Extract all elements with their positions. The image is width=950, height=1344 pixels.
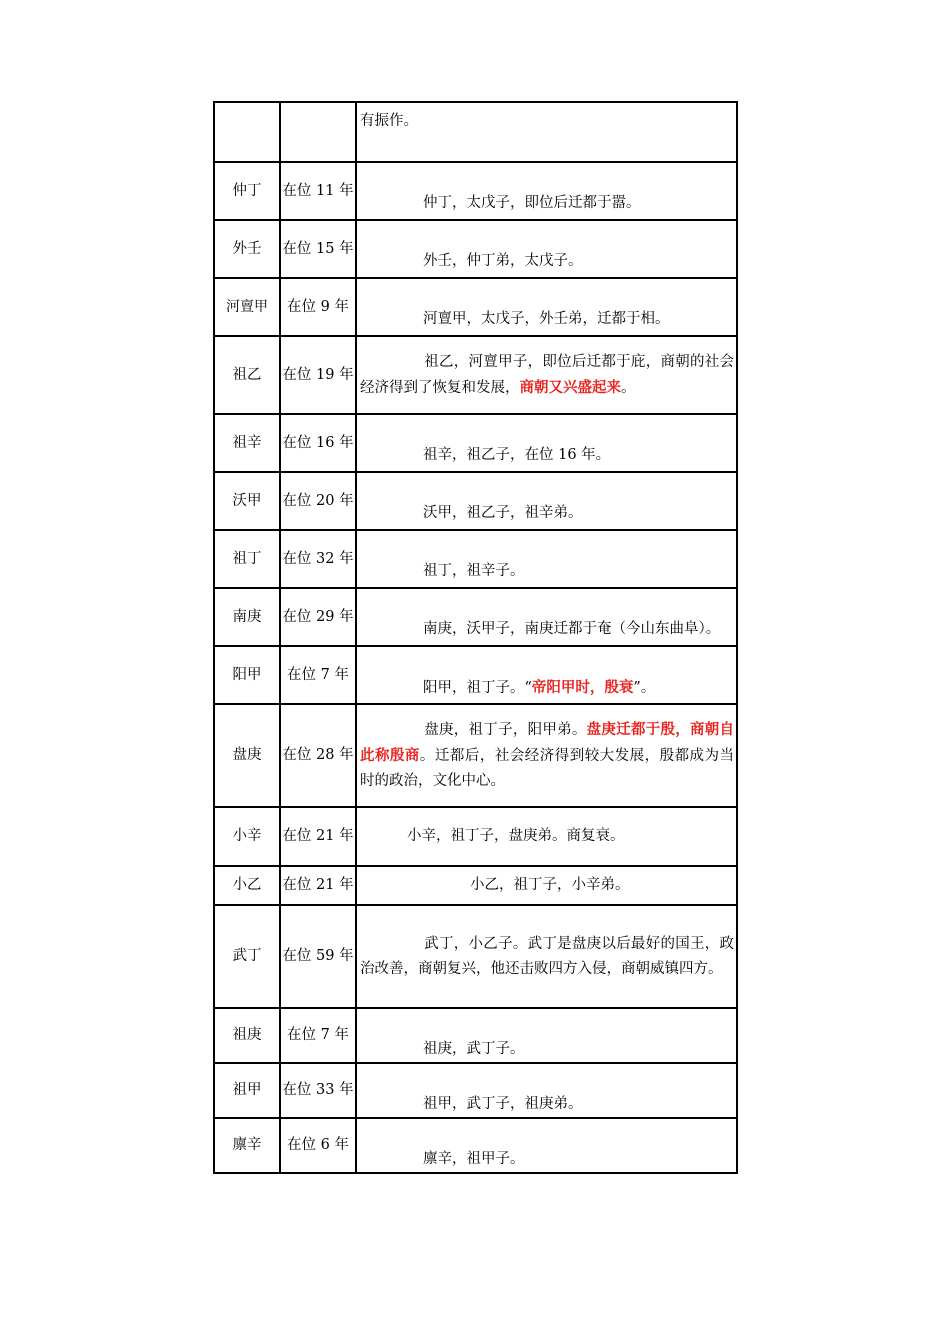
- description-text: [357, 1119, 736, 1172]
- table-row: [214, 336, 737, 414]
- table-row: [214, 588, 737, 646]
- table-row: [214, 220, 737, 278]
- description-cell: [356, 530, 737, 588]
- table-row: [214, 704, 737, 807]
- description-cell: [356, 1008, 737, 1063]
- king-name-cell: 外壬: [214, 220, 280, 278]
- reign-length-cell: 在位 28 年: [280, 704, 356, 807]
- description-text: [357, 279, 736, 332]
- description-text: [357, 873, 736, 898]
- king-name-cell: 祖乙: [214, 336, 280, 414]
- table-row: [214, 530, 737, 588]
- reign-length-cell: 在位 19 年: [280, 336, 356, 414]
- text-run: 武丁，小乙子。武丁是盘庚以后最好的国王，政治改善，商朝复兴，他还击败四方入侵，商朝威镇四方。: [360, 935, 734, 977]
- description-cell: [356, 472, 737, 530]
- king-name-cell: 小乙: [214, 866, 280, 905]
- text-run: 阳甲，祖丁子。“: [423, 680, 532, 696]
- shang-kings-table: [213, 101, 738, 1174]
- text-run: 有振作。: [360, 113, 418, 129]
- text-run: 。: [621, 379, 636, 396]
- description-cell: [356, 588, 737, 646]
- text-run: 小辛，祖丁子，盘庚弟。商复衰。: [407, 828, 625, 844]
- reign-length-cell: 在位 16 年: [280, 414, 356, 472]
- description-cell: [356, 866, 737, 905]
- highlighted-text: 商朝又兴盛起来: [519, 378, 621, 396]
- table-row: [214, 807, 737, 866]
- king-name-cell: 盘庚: [214, 704, 280, 807]
- king-name-cell: 河亶甲: [214, 278, 280, 336]
- king-name-cell: 祖庚: [214, 1008, 280, 1063]
- description-text: [357, 531, 736, 584]
- text-run: 廪辛，祖甲子。: [423, 1151, 525, 1167]
- table-row: [214, 1008, 737, 1063]
- king-name-cell: 沃甲: [214, 472, 280, 530]
- text-run: 。迁都后，社会经济得到较大发展，殷都成为当时的政治，文化中心。: [360, 748, 735, 789]
- table-row: [214, 414, 737, 472]
- highlighted-text: 盘庚迁都于殷，商朝自此称殷商: [360, 721, 735, 764]
- description-text: [357, 932, 736, 982]
- text-run: 外壬，仲丁弟，太戊子。: [423, 253, 583, 269]
- table-row: [214, 1063, 737, 1118]
- text-run: 祖辛，祖乙子，在位 16 年。: [423, 447, 611, 463]
- king-name-cell: 祖辛: [214, 414, 280, 472]
- king-name-cell: 南庚: [214, 588, 280, 646]
- description-cell: [356, 278, 737, 336]
- description-cell: [356, 336, 737, 414]
- description-cell: [356, 1118, 737, 1173]
- text-run: 祖甲，武丁子，祖庚弟。: [423, 1096, 583, 1112]
- text-run: 祖乙，河亶甲子，即位后迁都于庇，商朝的社会经济得到了恢复和发展，: [360, 353, 734, 396]
- table-row: [214, 278, 737, 336]
- king-name-cell: 祖甲: [214, 1063, 280, 1118]
- reign-length-cell: 在位 32 年: [280, 530, 356, 588]
- description-text: [357, 589, 736, 642]
- table-row: [214, 162, 737, 220]
- king-name-cell: 阳甲: [214, 646, 280, 704]
- reign-length-cell: 在位 15 年: [280, 220, 356, 278]
- king-name-cell: 廪辛: [214, 1118, 280, 1173]
- king-name-cell: 仲丁: [214, 162, 280, 220]
- description-text: [357, 350, 736, 401]
- table-body: [214, 102, 737, 1173]
- reign-length-cell: 在位 33 年: [280, 1063, 356, 1118]
- description-text: [357, 473, 736, 526]
- description-text: [357, 221, 736, 274]
- table-row: [214, 472, 737, 530]
- description-cell: [356, 162, 737, 220]
- table-row: [214, 1118, 737, 1173]
- description-cell: [356, 807, 737, 866]
- reign-length-cell: 在位 9 年: [280, 278, 356, 336]
- description-text: [357, 103, 736, 134]
- table-row: [214, 905, 737, 1008]
- text-run: 小乙，祖丁子，小辛弟。: [470, 877, 630, 893]
- description-text: [357, 1009, 736, 1062]
- reign-length-cell: 在位 20 年: [280, 472, 356, 530]
- description-text: [357, 163, 736, 216]
- text-run: 沃甲，祖乙子，祖辛弟。: [423, 505, 583, 521]
- highlighted-text: 帝阳甲时，殷衰: [531, 679, 634, 696]
- reign-length-cell: 在位 7 年: [280, 646, 356, 704]
- description-text: [357, 415, 736, 468]
- reign-length-cell: 在位 11 年: [280, 162, 356, 220]
- description-cell: [356, 102, 737, 162]
- description-cell: [356, 414, 737, 472]
- king-name-cell: 小辛: [214, 807, 280, 866]
- text-run: ”。: [633, 680, 656, 696]
- reign-length-cell: 在位 21 年: [280, 807, 356, 866]
- text-run: 祖丁，祖辛子。: [423, 563, 525, 579]
- text-run: 河亶甲，太戊子，外壬弟，迁都于相。: [423, 311, 670, 327]
- description-cell: [356, 1063, 737, 1118]
- description-cell: [356, 646, 737, 704]
- reign-length-cell: 在位 6 年: [280, 1118, 356, 1173]
- description-cell: [356, 220, 737, 278]
- table-row: [214, 866, 737, 905]
- text-run: 南庚，沃甲子，南庚迁都于奄（今山东曲阜）。: [423, 621, 721, 637]
- description-cell: [356, 704, 737, 807]
- table-row: [214, 646, 737, 704]
- table-row: [214, 102, 737, 162]
- king-name-cell: 祖丁: [214, 530, 280, 588]
- reign-length-cell: [280, 102, 356, 162]
- king-name-cell: 武丁: [214, 905, 280, 1008]
- reign-length-cell: 在位 7 年: [280, 1008, 356, 1063]
- reign-length-cell: 在位 59 年: [280, 905, 356, 1008]
- description-cell: [356, 905, 737, 1008]
- description-text: [357, 1064, 736, 1117]
- reign-length-cell: 在位 29 年: [280, 588, 356, 646]
- description-text: [357, 717, 736, 794]
- text-run: 盘庚，祖丁子，阳甲弟。: [424, 722, 587, 738]
- text-run: 祖庚，武丁子。: [423, 1041, 525, 1057]
- description-text: [357, 647, 736, 701]
- description-text: [357, 824, 736, 849]
- text-run: 仲丁，太戊子，即位后迁都于嚣。: [423, 195, 641, 211]
- reign-length-cell: 在位 21 年: [280, 866, 356, 905]
- king-name-cell: [214, 102, 280, 162]
